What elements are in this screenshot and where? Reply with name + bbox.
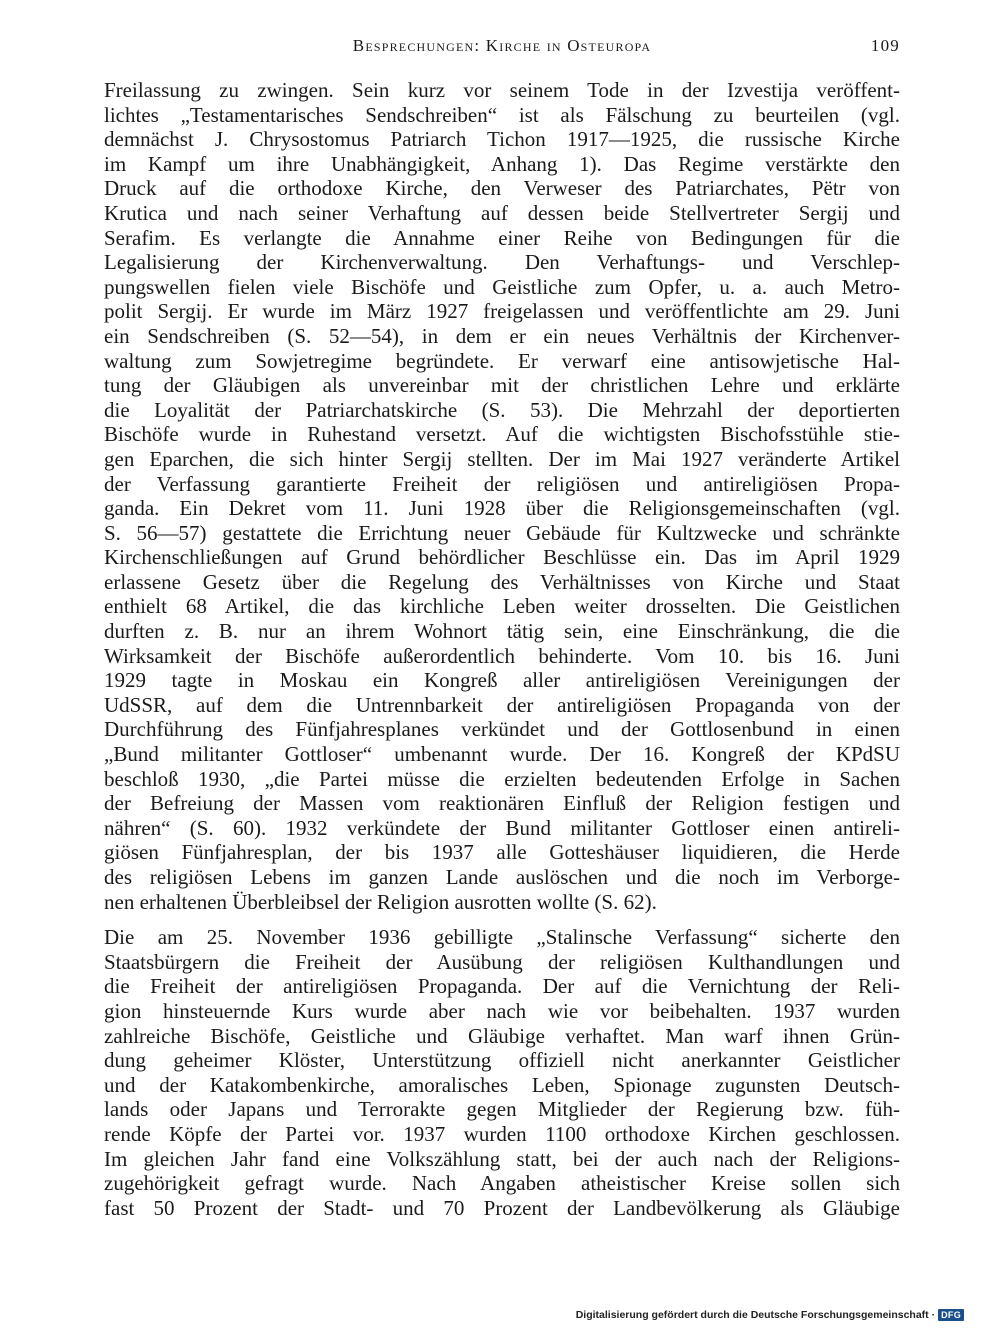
text-line: die Loyalität der Patriarchatskirche (S. 53). Die Mehrzahl der deportierten (104, 397, 900, 422)
text-line: Die am 25. November 1936 gebilligte „Stalinsche Verfassung“ sicherte den (104, 925, 900, 950)
text-line: polit Sergij. Er wurde im März 1927 freigelassen und veröffentlichte am 29. Juni (104, 299, 900, 324)
text-line: ein Sendschreiben (S. 52—54), in dem er ein neues Verhältnis der Kirchenver- (104, 323, 900, 348)
text-line: giösen Fünfjahresplan, der bis 1937 alle Gotteshäuser liquidieren, die Herde (104, 840, 900, 865)
text-line: enthielt 68 Artikel, die das kirchliche Leben weiter drosselten. Die Geistlichen (104, 594, 900, 619)
text-line: der Verfassung garantierte Freiheit der religiösen und antireligiösen Propa- (104, 471, 900, 496)
text-line: 1929 tagte in Moskau ein Kongreß aller antireligiösen Vereinigungen der (104, 668, 900, 693)
text-line: pungswellen fielen viele Bischöfe und Geistliche zum Opfer, u. a. auch Metro- (104, 274, 900, 299)
footer-credit-text: Digitalisierung gefördert durch die Deutsche Forschungsgemeinschaft · (575, 1309, 936, 1321)
text-line: rende Köpfe der Partei vor. 1937 wurden 1100 orthodoxe Kirchen geschlossen. (104, 1121, 900, 1146)
text-line: UdSSR, auf dem die Untrennbarkeit der antireligiösen Propaganda von der (104, 692, 900, 717)
dfg-logo-icon: DFG (938, 1309, 964, 1321)
text-line: Krutica und nach seiner Verhaftung auf dessen beide Stellvertreter Sergij und (104, 200, 900, 225)
text-line: Legalisierung der Kirchenverwaltung. Den Verhaftungs- und Verschlep- (104, 250, 900, 275)
text-line: Wirksamkeit der Bischöfe außerordentlich behinderte. Vom 10. bis 16. Juni (104, 643, 900, 668)
text-line: des religiösen Lebens im ganzen Lande auslöschen und die noch im Verborge- (104, 865, 900, 889)
body-text (104, 78, 900, 1220)
text-line: Freilassung zu zwingen. Sein kurz vor seinem Tode in der Izvestija veröffent- (104, 78, 900, 102)
text-line: Durchführung des Fünfjahresplanes verkündet und der Gottlosenbund in einen (104, 717, 900, 742)
text-line: nähren“ (S. 60). 1932 verkündete der Bund militanter Gottloser einen antireli- (104, 815, 900, 840)
running-title: Besprechungen: Kirche in Osteuropa (352, 36, 652, 55)
text-line: demnächst J. Chrysostomus Patriarch Tichon 1917—1925, die russische Kirche (104, 127, 900, 152)
text-line: lands oder Japans und Terrorakte gegen Mitglieder der Regierung bzw. füh- (104, 1097, 900, 1122)
text-line: ganda. Ein Dekret vom 11. Juni 1928 über die Religionsgemeinschaften (vgl. (104, 496, 900, 521)
text-line: Im gleichen Jahr fand eine Volkszählung statt, bei der auch nach der Religions- (104, 1146, 900, 1171)
text-line: fast 50 Prozent der Stadt- und 70 Prozent der Landbevölkerung als Gläubige (104, 1195, 900, 1220)
running-head (104, 36, 900, 58)
text-line: S. 56—57) gestattete die Errichtung neuer Gebäude für Kultzwecke und schränkte (104, 520, 900, 545)
text-line: im Kampf um ihre Unabhängigkeit, Anhang 1). Das Regime verstärkte den (104, 151, 900, 176)
text-line: waltung zum Sowjetregime begründete. Er verwarf eine antisowjetische Hal- (104, 348, 900, 373)
text-line: tung der Gläubigen als unvereinbar mit der christlichen Lehre und erklärte (104, 373, 900, 398)
paragraph (104, 925, 900, 1220)
text-line: durften z. B. nur an ihrem Wohnort tätig sein, eine Einschränkung, die die (104, 619, 900, 644)
paragraph (104, 78, 900, 914)
text-line: Bischöfe wurde in Ruhestand versetzt. Auf die wichtigsten Bischofsstühle stie- (104, 422, 900, 447)
page-number: 109 (870, 36, 900, 55)
text-line: dung geheimer Klöster, Unterstützung offiziell nicht anerkannter Geistlicher (104, 1048, 900, 1073)
footer-credit (576, 1307, 964, 1323)
text-line: beschloß 1930, „die Partei müsse die erzielten bedeutenden Erfolge in Sachen (104, 766, 900, 791)
text-line: erlassene Gesetz über die Regelung des Verhältnisses von Kirche und Staat (104, 569, 900, 594)
text-line: gen Eparchen, die sich hinter Sergij stellten. Der im Mai 1927 veränderte Artikel (104, 446, 900, 471)
text-line: Serafim. Es verlangte die Annahme einer Reihe von Bedingungen für die (104, 225, 900, 250)
text-line: die Freiheit der antireligiösen Propaganda. Der auf die Vernichtung der Reli- (104, 974, 900, 999)
text-line: der Befreiung der Massen vom reaktionären Einfluß der Religion festigen und (104, 791, 900, 816)
text-line: lichtes „Testamentarisches Sendschreiben“ ist als Fälschung zu beurteilen (vgl. (104, 102, 900, 127)
text-line: „Bund militanter Gottloser“ umbenannt wurde. Der 16. Kongreß der KPdSU (104, 742, 900, 767)
text-line: nen erhaltenen Überbleibsel der Religion ausrotten wollte (S. 62). (104, 889, 657, 914)
text-line: Druck auf die orthodoxe Kirche, den Verweser des Patriarchates, Pëtr von (104, 176, 900, 201)
text-line: zugehörigkeit gefragt wurde. Nach Angaben atheistischer Kreise sollen sich (104, 1171, 900, 1196)
text-line: Kirchenschließungen auf Grund behördlicher Beschlüsse ein. Das im April 1929 (104, 545, 900, 570)
text-line: gion hinsteuernde Kurs wurde aber nach wie vor beibehalten. 1937 wurden (104, 998, 900, 1023)
text-line: zahlreiche Bischöfe, Geistliche und Gläubige verhaftet. Man warf ihnen Grün- (104, 1023, 900, 1048)
text-line: Staatsbürgern die Freiheit der Ausübung der religiösen Kulthandlungen und (104, 949, 900, 974)
text-line: und der Katakombenkirche, amoralisches Leben, Spionage zugunsten Deutsch- (104, 1072, 900, 1097)
